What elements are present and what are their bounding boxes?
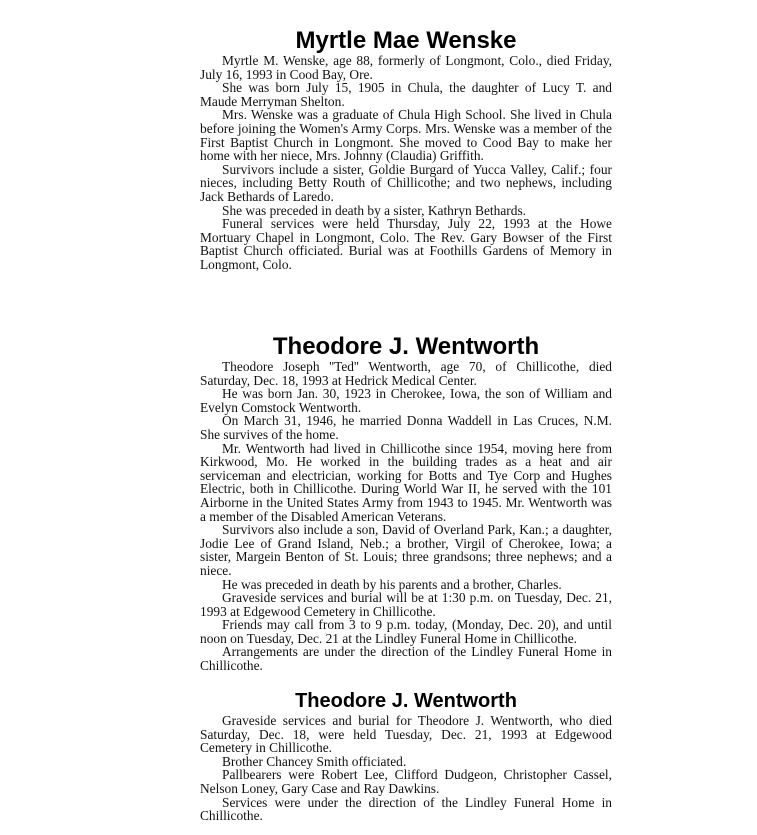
obituary-theodore-wentworth-followup [200,690,612,823]
obituary-theodore-wentworth [200,334,612,673]
obituary-paragraph: He was preceded in death by his parents and a brother, Charles. [222,576,562,592]
obituary-paragraph: Graveside services and burial will be at 1:30 p.m. on Tuesday, Dec. 21, 1993 at Edgewood Cemetery in Chillicothe. [200,590,612,619]
obituary-paragraph: Mr. Wentworth had lived in Chillicothe since 1954, moving here from Kirkwood, Mo. He worked in the building trades as a heat and air serviceman and electrician, working for Botts and Tye Corp and Hughes Electric, both in Chillicothe. During World War II, he served with the 101 Airborne in the United States Army from 1943 to 1945. Mr. Wentworth was a member of the Disabled American Veterans. [200,440,612,524]
obituary-paragraph: On March 31, 1946, he married Donna Waddell in Las Cruces, N.M. She survives of the home. [200,413,612,442]
obituary-title: Theodore J. Wentworth [295,690,517,712]
obituary-myrtle-wenske [200,28,612,272]
obituary-paragraph: Pallbearers were Robert Lee, Clifford Dudgeon, Christopher Cassel, Nelson Loney, Gary Case and Ray Dawkins. [200,767,612,796]
obituary-paragraph: He was born Jan. 30, 1923 in Cherokee, Iowa, the son of William and Evelyn Comstock Wentworth. [200,386,612,415]
obituary-paragraph: Services were under the direction of the Lindley Funeral Home in Chillicothe. [200,794,612,824]
obituary-paragraph: Brother Chancey Smith officiated. [222,753,407,769]
obituary-paragraph: Myrtle M. Wenske, age 88, formerly of Longmont, Colo., died Friday, July 16, 1993 in Cood Bay, Ore. [200,53,612,82]
obituary-title: Theodore J. Wentworth [272,333,540,360]
obituary-paragraph: She was preceded in death by a sister, Kathryn Bethards. [222,202,527,218]
obituary-paragraph: She was born July 15, 1905 in Chula, the daughter of Lucy T. and Maude Merryman Shelton. [200,80,612,109]
obituary-title: Myrtle Mae Wenske [295,27,517,54]
obituary-paragraph: Survivors also include a son, David of Overland Park, Kan.; a daughter, Jodie Lee of Grand Island, Neb.; a brother, Virgil of Cherokee, Iowa; a sister, Margein Benton of St. Louis; three grandsons; three nephews; and a niece. [200,522,612,578]
obituary-paragraph: Mrs. Wenske was a graduate of Chula High School. She lived in Chula before joining the Women's Army Corps. Mrs. Wenske was a member of the First Baptist Church in Longmont. She moved to Cood Bay to make her home with her niece, Mrs. Johnny (Claudia) Griffith. [200,107,612,164]
obituary-paragraph: Survivors include a sister, Goldie Burgard of Yucca Valley, Calif.; four nieces, including Betty Routh of Chillicothe; and two nephews, including Jack Bethards of Laredo. [200,161,612,204]
obituary-paragraph: Funeral services were held Thursday, July 22, 1993 at the Howe Mortuary Chapel in Longmont, Colo. The Rev. Gary Bowser of the First Baptist Church officiated. Burial was at Foothills Gardens of Memory in Longmont, Colo. [200,216,612,272]
obituary-paragraph: Friends may call from 3 to 9 p.m. today, (Monday, Dec. 20), and until noon on Tuesday, Dec. 21 at the Lindley Funeral Home in Chillicothe. [200,617,612,646]
obituary-paragraph: Theodore Joseph ''Ted'' Wentworth, age 70, of Chillicothe, died Saturday, Dec. 18, 1993 at Hedrick Medical Center. [200,359,612,388]
obituary-paragraph: Arrangements are under the direction of the Lindley Funeral Home in Chillicothe. [200,644,612,674]
obituary-paragraph: Graveside services and burial for Theodore J. Wentworth, who died Saturday, Dec. 18, were held Tuesday, Dec. 21, 1993 at Edgewood Cemetery in Chillicothe. [200,713,612,756]
